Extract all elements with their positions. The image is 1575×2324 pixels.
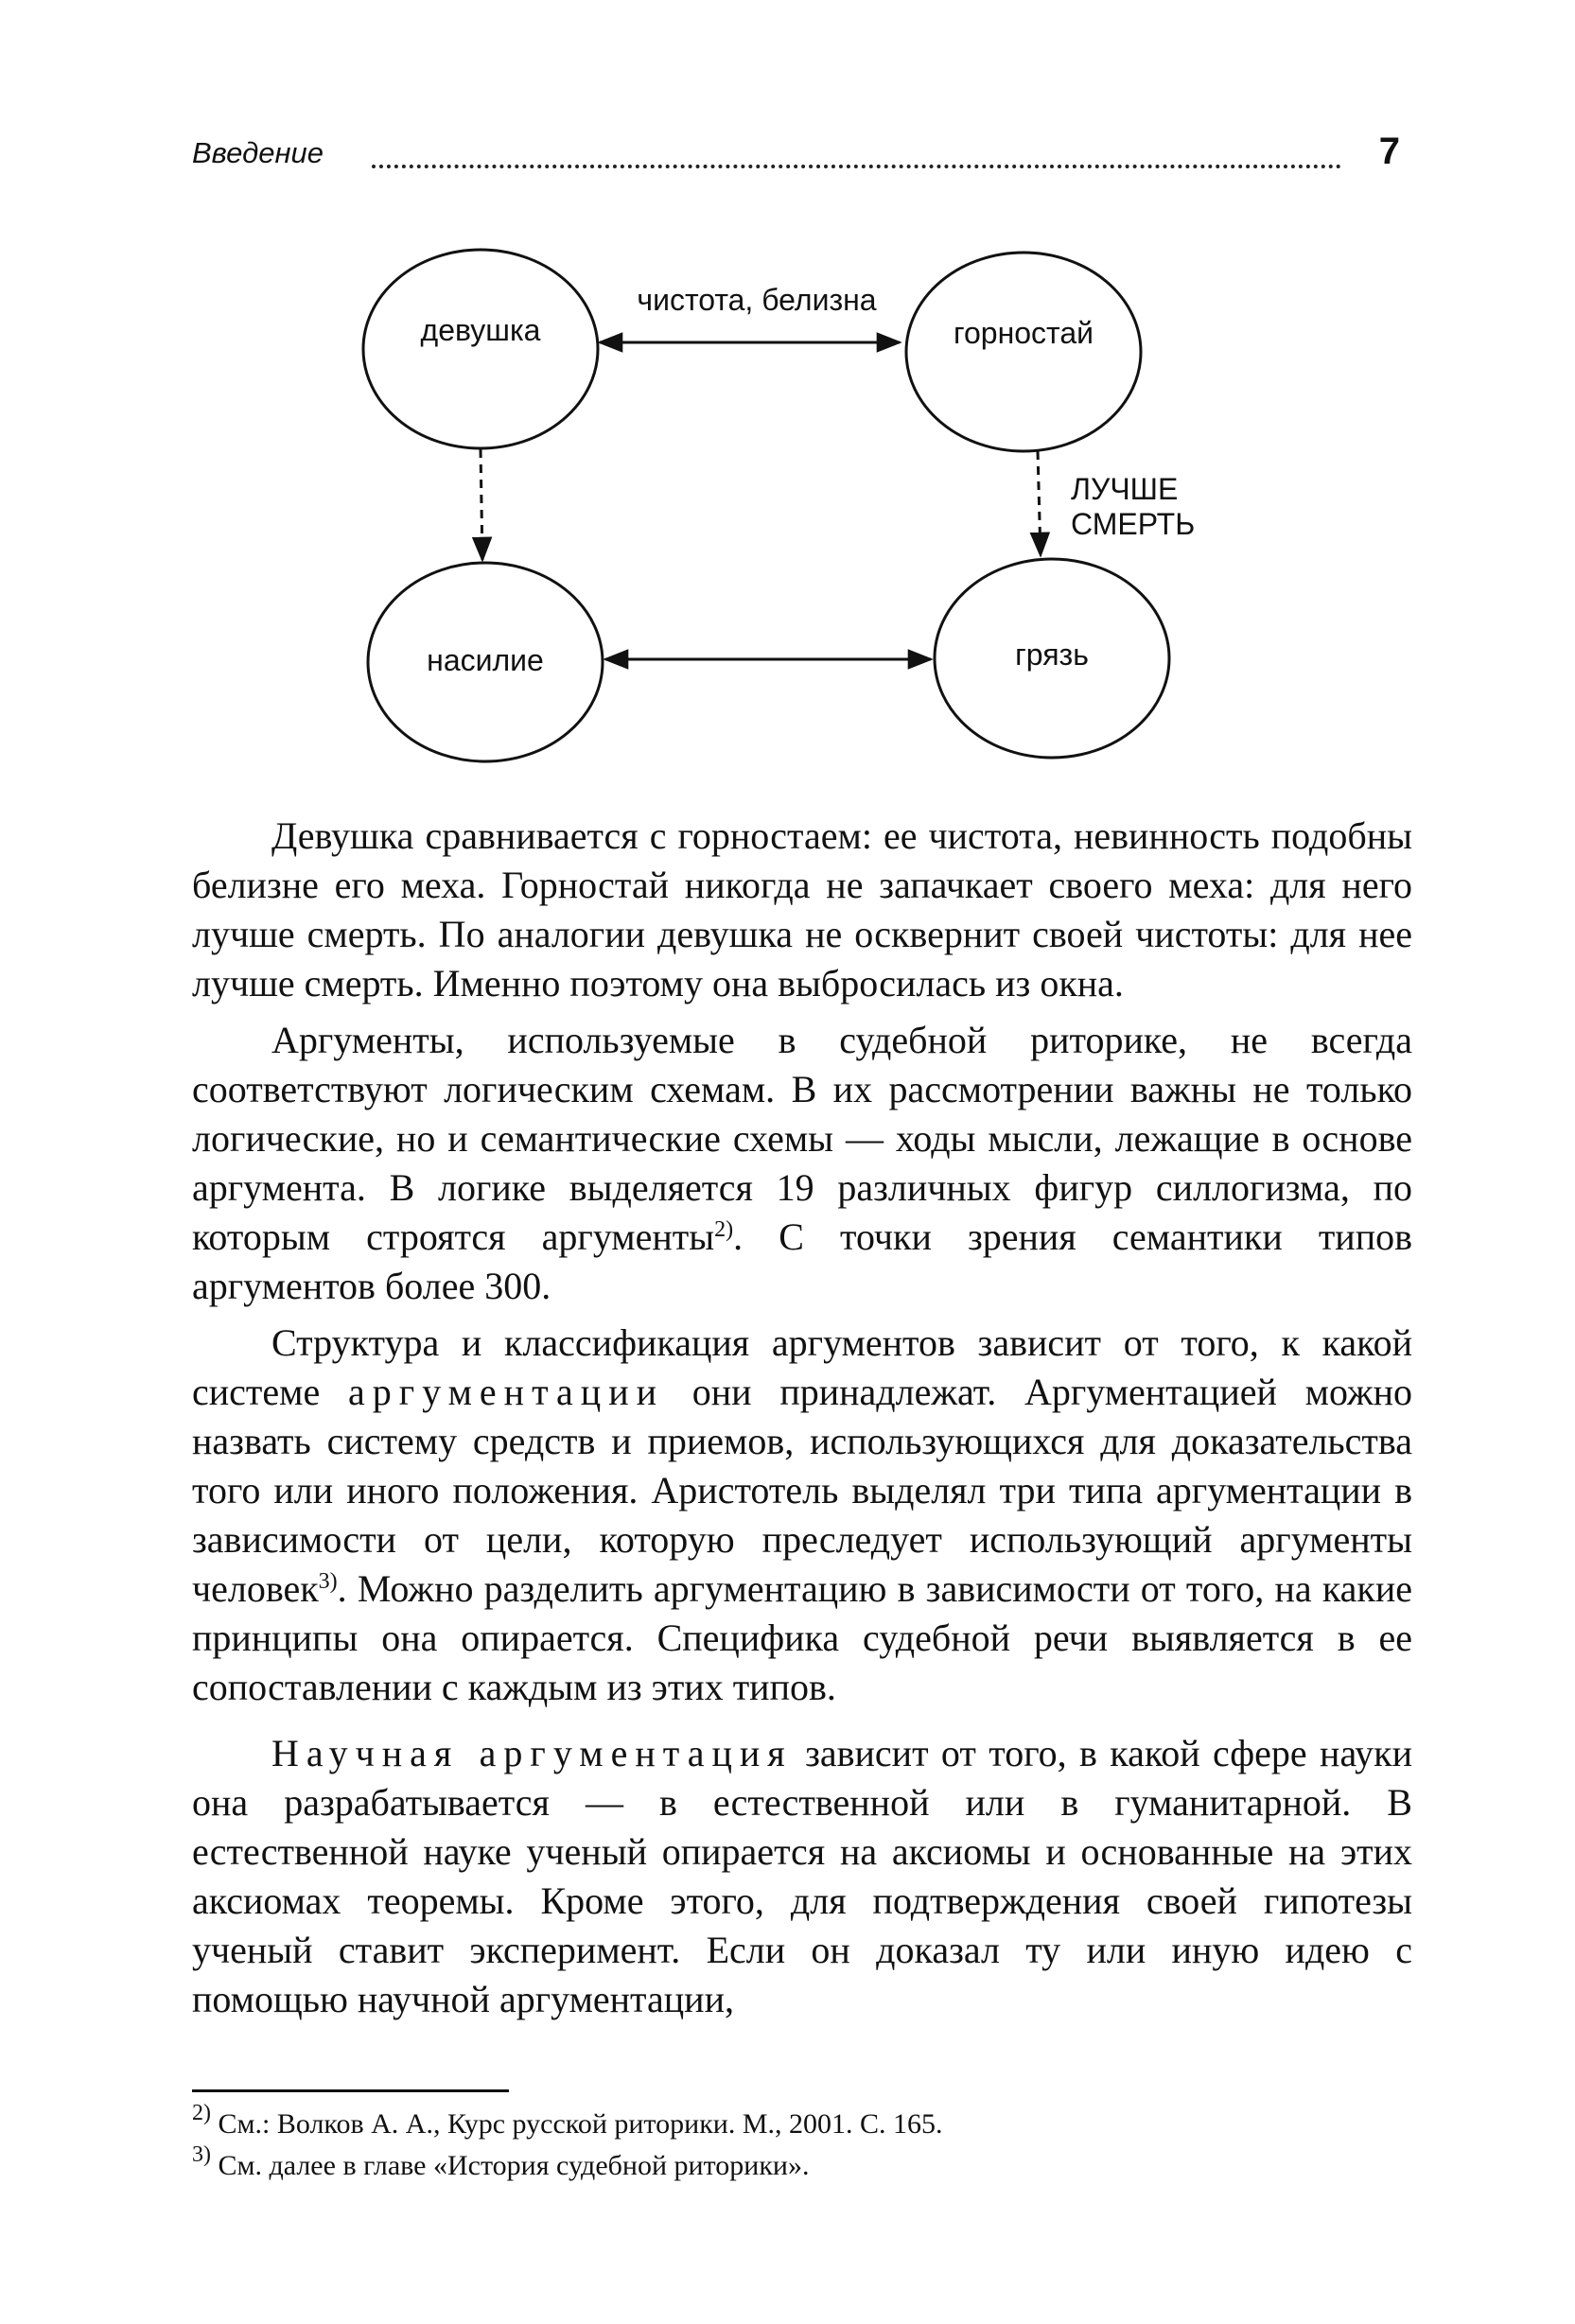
- section-title: Введение: [192, 136, 324, 169]
- footnote-2: [192, 2101, 1412, 2145]
- page-number: 7: [1378, 131, 1400, 172]
- node-bottom-left: [368, 563, 603, 761]
- term-argumentation: аргументации: [347, 1371, 665, 1413]
- footnote-mark-2: 2): [192, 2101, 211, 2125]
- paragraph-4: [192, 1729, 1412, 2024]
- node-top-right: [906, 253, 1141, 451]
- paragraph-1: [192, 812, 1412, 1008]
- paragraph-2: [192, 1016, 1412, 1311]
- node-top-left: [363, 250, 598, 448]
- footnote-3-text: См. далее в главе «История судебной риторики».: [211, 2150, 810, 2181]
- node-label-girl: девушка: [420, 313, 541, 347]
- node-bottom-right: [935, 559, 1169, 758]
- paragraph-2-text-b: . С точки зрения семантики типов аргументов более 300.: [192, 1215, 1412, 1307]
- footnote-2-text: См.: Волков А. А., Курс русской риторики. М., 2001. С. 165.: [211, 2108, 943, 2140]
- paragraph-3: [192, 1319, 1412, 1712]
- paragraph-4-text: зависит от того, в какой сфере науки она разрабатывается — в естественной или в гуманитарной. В естественной науке ученый опирается на аксиомы и основанные на этих аксиомах теоремы. Кроме этого, для подтверждения своей гипотезы ученый ставит эксперимент. Если он доказал ту или иную идею с помощью научной аргументации,: [192, 1732, 1413, 2020]
- node-label-dirt: грязь: [1015, 638, 1089, 672]
- footnote-ref-2[interactable]: 2): [714, 1217, 734, 1242]
- edge-left-dashed-arrow: [481, 449, 482, 560]
- edge-top-label: чистота, белизна: [637, 283, 877, 317]
- dot-leader: [372, 165, 1341, 168]
- node-label-ermine: горностай: [954, 316, 1094, 350]
- edge-right-label-2: СМЕРТЬ: [1071, 507, 1196, 541]
- paragraph-1-text: Девушка сравнивается с горностаем: ее чистота, невинность подобны белизне его меха. Горностай никогда не запачкает своего меха: для него лучше смерть. По аналогии девушка не осквернит своей чистоты: для нее лучше смерть. Именно поэтому она выбросилась из окна.: [192, 814, 1412, 1005]
- footnote-3: [192, 2142, 1412, 2187]
- footnotes: [192, 2101, 1412, 2187]
- paragraph-3-text-b: они принадлежат. Аргументацией можно назвать систему средств и приемов, использующихся для доказательства того или иного положения. Аристотель выделял три типа аргументации в зависимости от цели, которую преследует использующий аргументы человек: [192, 1371, 1412, 1610]
- footnote-ref-3[interactable]: 3): [318, 1569, 338, 1594]
- edge-right-dashed-arrow: [1038, 451, 1041, 555]
- analogy-diagram: [350, 246, 1268, 776]
- running-header: [192, 131, 1408, 187]
- paragraph-3-text-c: . Можно разделить аргументацию в зависимости от того, на какие принципы она опирается. Специфика судебной речи выявляется в ее сопоставлении с каждым из этих типов.: [192, 1567, 1412, 1708]
- footnote-mark-3: 3): [192, 2142, 211, 2167]
- footnote-rule: [192, 2089, 509, 2092]
- term-scientific-argumentation: Научная аргументация: [271, 1732, 793, 1774]
- paragraph-2-text-a: Аргументы, используемые в судебной риторике, не всегда соответствуют логическим схемам. В их рассмотрении важны не только логические, но и семантические схемы — ходы мысли, лежащие в основе аргумента. В логике выделяется 19 различных фигур силлогизма, по которым строятся аргументы: [192, 1019, 1412, 1258]
- paragraph-3-text-a: Структура и классификация аргументов зависит от того, к какой системе: [192, 1321, 1412, 1413]
- edge-right-label-1: ЛУЧШЕ: [1071, 472, 1179, 506]
- body-text: [192, 812, 1412, 2032]
- node-label-violence: насилие: [427, 643, 544, 677]
